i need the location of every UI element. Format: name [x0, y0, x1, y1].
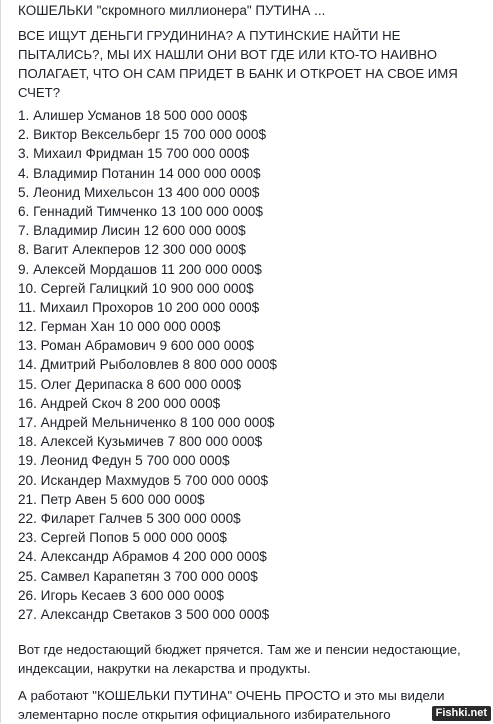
list-item: 18. Алексей Кузьмичев 7 800 000 000$ — [18, 434, 263, 450]
list-item: 1. Алишер Усманов 18 500 000 000$ — [18, 108, 248, 123]
post-header: КОШЕЛЬКИ "скромного миллионера" ПУТИНА ... — [18, 3, 326, 18]
list-item: 12. Герман Хан 10 000 000 000$ — [18, 319, 221, 335]
list-item: 22. Филарет Галчев 5 300 000 000$ — [18, 510, 241, 526]
list-item: 15. Олег Дерипаска 8 600 000 000$ — [18, 376, 242, 392]
list-item: 27. Александр Светаков 3 500 000 000$ — [18, 606, 270, 622]
budget-paragraph: Вот где недостающий бюджет прячется. Там же и пенсии недостающие, индексации, накрутки на лекарства и продукты. — [18, 642, 461, 676]
list-item: 7. Владимир Лисин 12 600 000 000$ — [18, 223, 246, 239]
list-item: 2. Виктор Вексельберг 15 700 000 000$ — [18, 127, 267, 143]
list-item: 20. Искандер Махмудов 5 700 000 000$ — [18, 472, 269, 488]
list-item: 6. Геннадий Тимченко 13 100 000 000$ — [18, 203, 263, 219]
list-item: 4. Владимир Потанин 14 000 000 000$ — [18, 165, 261, 181]
list-item: 13. Роман Абрамович 9 600 000 000$ — [18, 338, 254, 354]
list-item: 3. Михаил Фридман 15 700 000 000$ — [18, 146, 250, 162]
oligarch-list — [18, 106, 277, 624]
list-item: 14. Дмитрий Рыболовлев 8 800 000 000$ — [18, 357, 277, 373]
list-item: 24. Александр Абрамов 4 200 000 000$ — [18, 549, 267, 565]
list-item: 10. Сергей Галицкий 10 900 000 000$ — [18, 280, 254, 296]
fishki-watermark: Fishki.net — [432, 706, 491, 721]
wallets-paragraph: А работают "КОШЕЛЬКИ ПУТИНА" ОЧЕНЬ ПРОСТО и это мы видели элементарно после открытия официального избирательного — [18, 688, 445, 722]
list-item: 21. Петр Авен 5 600 000 000$ — [18, 491, 205, 507]
list-item: 8. Вагит Алекперов 12 300 000 000$ — [18, 242, 246, 258]
list-item: 17. Андрей Мельниченко 8 100 000 000$ — [18, 415, 275, 430]
list-item: 26. Игорь Кесаев 3 600 000 000$ — [18, 587, 224, 603]
list-item: 16. Андрей Скоч 8 200 000 000$ — [18, 395, 221, 411]
list-item: 25. Самвел Карапетян 3 700 000 000$ — [18, 568, 258, 584]
post-intro: ВСЕ ИЩУТ ДЕНЬГИ ГРУДИНИНА? А ПУТИНСКИЕ НАЙТИ НЕ ПЫТАЛИСЬ?, МЫ ИХ НАШЛИ ОНИ ВОТ ГДЕ ИЛИ КТО-ТО НАИВНО ПОЛАГАЕТ, ЧТО ОН САМ ПРИДЕТ В БАНК И ОТКРОЕТ НА СВОЕ ИМЯ СЧЕТ? — [18, 28, 458, 100]
list-item: 9. Алексей Мордашов 11 200 000 000$ — [18, 261, 262, 277]
list-item: 5. Леонид Михельсон 13 400 000 000$ — [18, 184, 260, 200]
list-item: 19. Леонид Федун 5 700 000 000$ — [18, 453, 230, 469]
list-item: 23. Сергей Попов 5 000 000 000$ — [18, 530, 227, 546]
list-item: 11. Михаил Прохоров 10 200 000 000$ — [18, 299, 260, 315]
